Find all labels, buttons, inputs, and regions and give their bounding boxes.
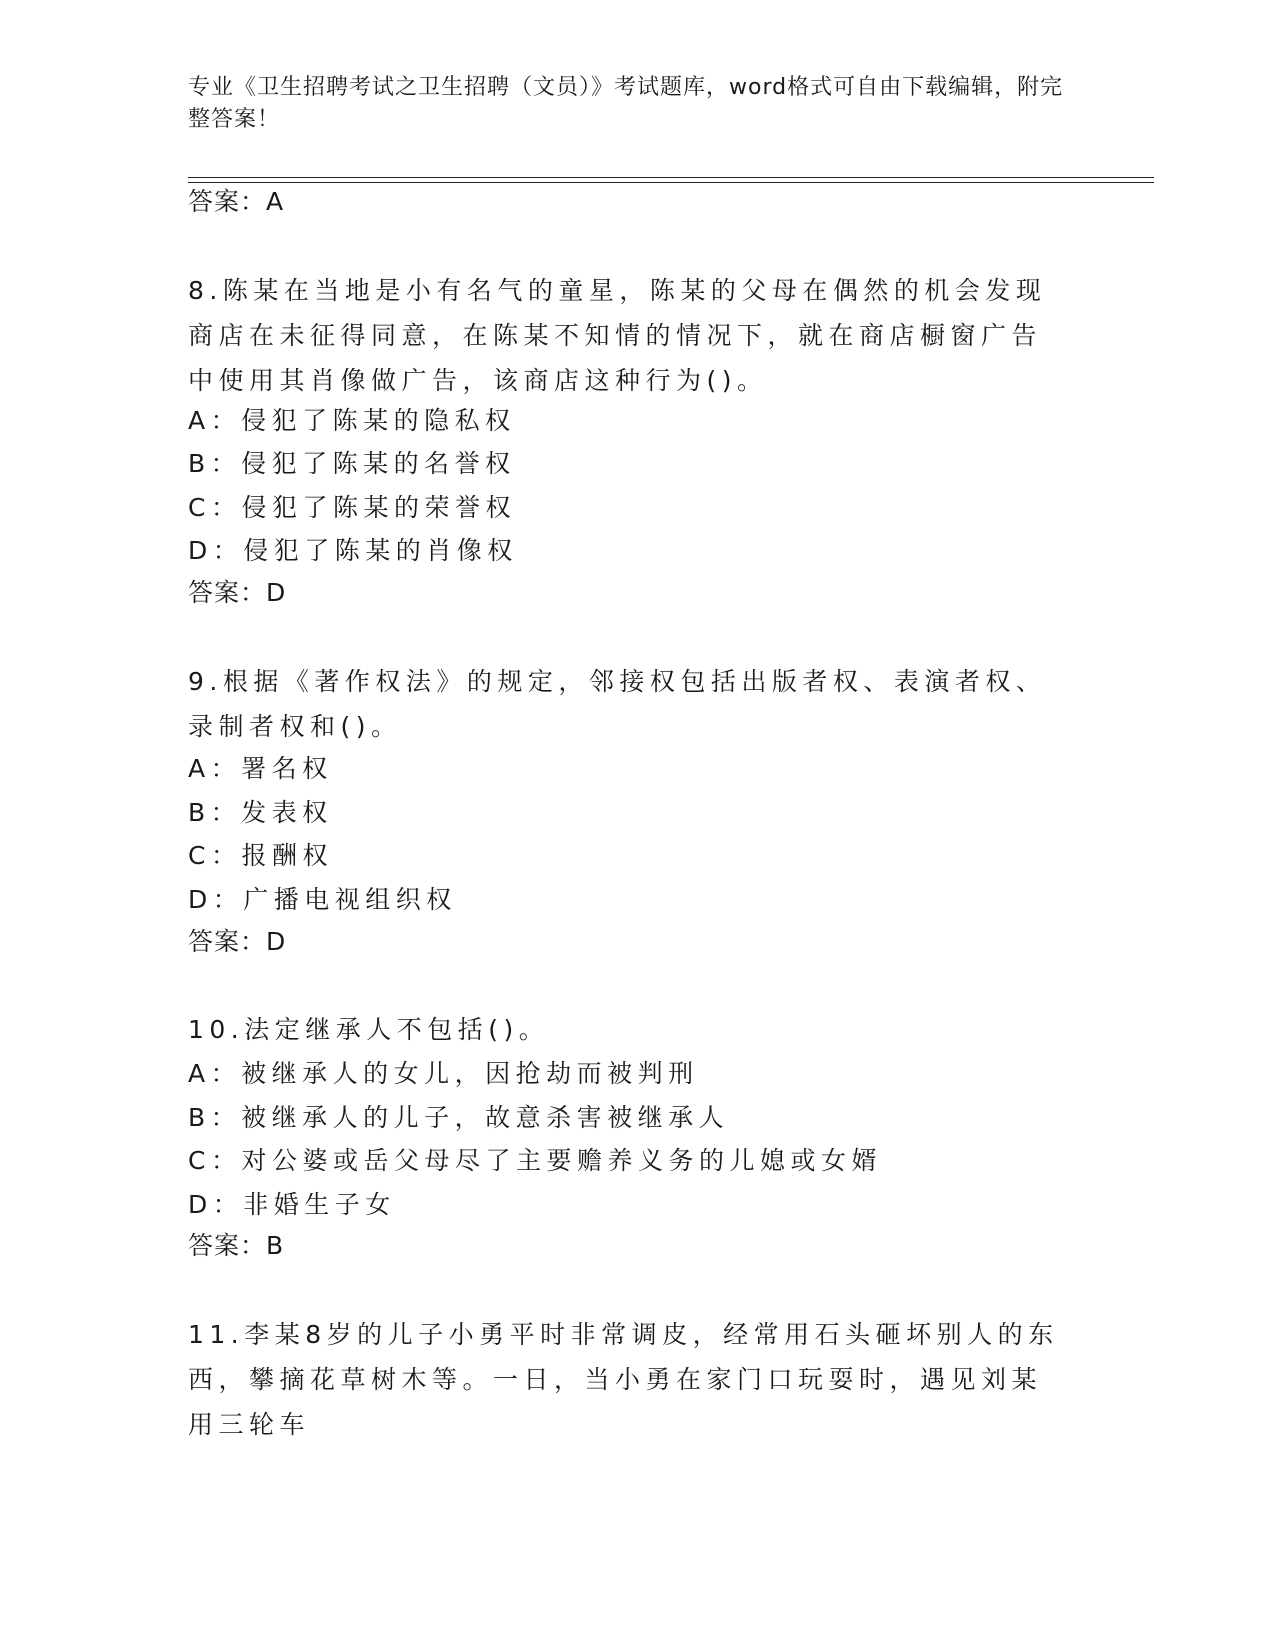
- question-text: 9.根据《著作权法》的规定，邻接权包括出版者权、表演者权、录制者权和()。: [188, 667, 1047, 741]
- header-rule-top: [188, 177, 1154, 178]
- answer-line: 答案：D: [188, 927, 287, 956]
- option-d: D：广播电视组织权: [188, 885, 457, 914]
- option-a: A：署名权: [188, 754, 333, 783]
- option-b: B：被继承人的儿子，故意杀害被继承人: [188, 1103, 730, 1132]
- answer-line: 答案：B: [188, 1231, 285, 1260]
- header-rule-bottom: [188, 182, 1154, 183]
- answer-line: 答案：A: [188, 187, 285, 216]
- question-text: 8.陈某在当地是小有名气的童星，陈某的父母在偶然的机会发现商店在未征得同意，在陈某不知情的情况下，就在商店橱窗广告中使用其肖像做广告，该商店这种行为()。: [188, 276, 1047, 395]
- option-c: C：对公婆或岳父母尽了主要赡养义务的儿媳或女婿: [188, 1146, 882, 1175]
- option-b: B：侵犯了陈某的名誉权: [188, 449, 516, 478]
- option-c: C：侵犯了陈某的荣誉权: [188, 493, 516, 522]
- option-a: A：被继承人的女儿，因抢劫而被判刑: [188, 1059, 699, 1088]
- option-b: B：发表权: [188, 798, 333, 827]
- option-a: A：侵犯了陈某的隐私权: [188, 406, 516, 435]
- document-header: 专业《卫生招聘考试之卫生招聘（文员）》考试题库，word格式可自由下载编辑，附完整答案！: [188, 75, 1064, 132]
- option-c: C：报酬权: [188, 841, 333, 870]
- question-text: 10.法定继承人不包括()。: [188, 1015, 550, 1044]
- answer-line: 答案：D: [188, 578, 287, 607]
- option-d: D：非婚生子女: [188, 1190, 396, 1219]
- option-d: D：侵犯了陈某的肖像权: [188, 536, 518, 565]
- question-text: 11.李某8岁的儿子小勇平时非常调皮，经常用石头砸坏别人的东西，攀摘花草树木等。一日，当小勇在家门口玩耍时，遇见刘某用三轮车: [188, 1320, 1059, 1439]
